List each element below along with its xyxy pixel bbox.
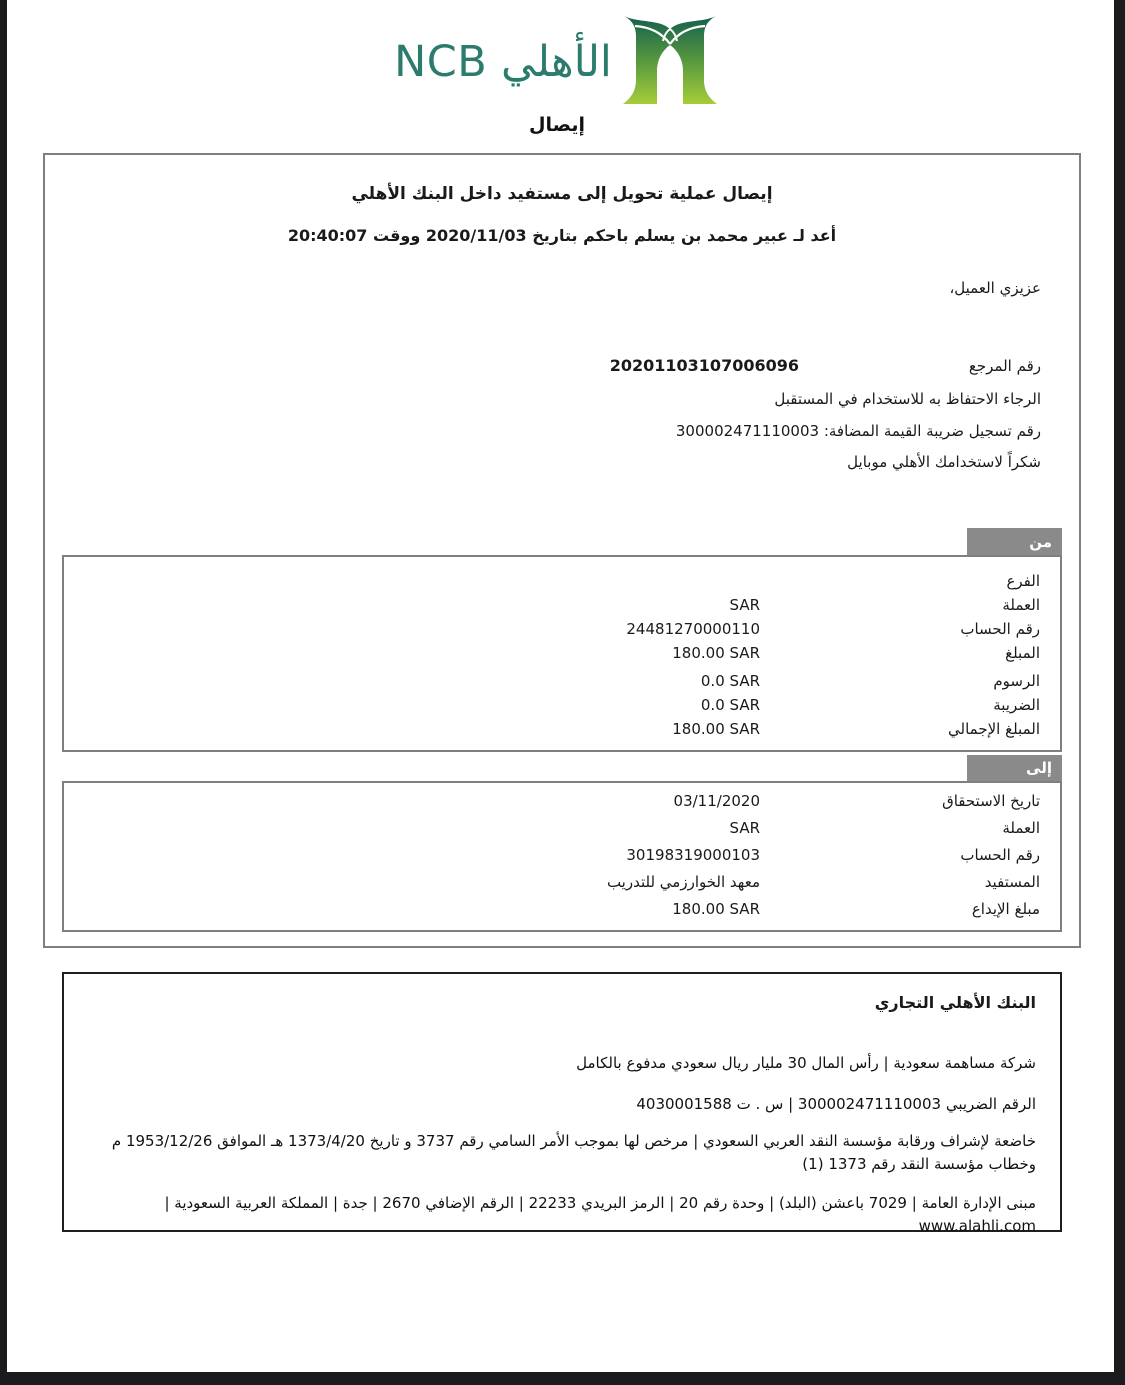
- from-row-account-number: [84, 617, 1040, 641]
- field-label: المستفيد: [984, 873, 1040, 891]
- field-value: 03/11/2020: [673, 792, 760, 810]
- viewer-edge-bottom: [0, 1372, 1125, 1385]
- field-value: 0.0 SAR: [700, 696, 760, 714]
- viewer-edge-left: [0, 0, 7, 1385]
- field-label: تاريخ الاستحقاق: [942, 792, 1040, 810]
- to-row-account-number: [84, 842, 1040, 869]
- field-value: SAR: [729, 819, 760, 837]
- keep-for-future-note: الرجاء الاحتفاظ به للاستخدام في المستقبل: [774, 390, 1041, 408]
- field-value: 180.00 SAR: [672, 720, 760, 738]
- bank-name: البنك الأهلي التجاري: [874, 993, 1036, 1012]
- reference-number-value: 20201103107006096: [609, 356, 799, 375]
- field-label: الرسوم: [993, 672, 1040, 690]
- from-section-box: [62, 555, 1062, 752]
- to-section-box: [62, 781, 1062, 932]
- field-value: 0.0 SAR: [700, 672, 760, 690]
- address-website-line: مبنى الإدارة العامة | 7029 باعشن (البلد) | وحدة رقم 20 | الرمز البريدي 22233 | الرقم الإضافي 2670 | جدة | المملكة العربية السعودية | www.alahli.com: [164, 1194, 1036, 1235]
- from-row-currency: [84, 593, 1040, 617]
- field-label: مبلغ الإيداع: [971, 900, 1040, 918]
- field-label: الضريبة: [993, 696, 1040, 714]
- field-label: العملة: [1002, 819, 1040, 837]
- regulation-line: خاضعة لإشراف ورقابة مؤسسة النقد العربي السعودي | مرخص لها بموجب الأمر السامي رقم 3737 و تاريخ 1373/4/20 هـ الموافق 1953/12/26 م وخطاب مؤسسة النقد رقم 1373 (1): [111, 1132, 1036, 1173]
- field-label: رقم الحساب: [960, 620, 1040, 638]
- field-value: معهد الخوارزمي للتدريب: [606, 873, 760, 891]
- viewer-edge-right: [1114, 0, 1125, 1385]
- from-row-total-amount: [84, 717, 1040, 741]
- field-label: العملة: [1002, 596, 1040, 614]
- to-row-due-date: [84, 788, 1040, 815]
- bank-logo-block: [0, 14, 1114, 136]
- to-tab-row: [62, 755, 1062, 781]
- vat-registration-line: رقم تسجيل ضريبة القيمة المضافة: 300002471110003: [675, 422, 1041, 440]
- field-label: الفرع: [1006, 572, 1040, 590]
- company-capital-line: شركة مساهمة سعودية | رأس المال 30 مليار ريال سعودي مدفوع بالكامل: [576, 1054, 1036, 1072]
- to-section-tab: إلى: [967, 755, 1062, 781]
- field-value: 180.00 SAR: [672, 644, 760, 662]
- to-row-deposit-amount: [84, 896, 1040, 923]
- field-value: 30198319000103: [626, 846, 760, 864]
- field-value: [84, 569, 760, 593]
- bank-info-footer-box: [62, 972, 1062, 1235]
- field-value: SAR: [729, 596, 760, 614]
- customer-greeting: عزيزي العميل،: [949, 279, 1041, 297]
- from-row-fees: [84, 669, 1040, 693]
- receipt-title: إيصال عملية تحويل إلى مستفيد داخل البنك الأهلي: [351, 184, 773, 204]
- field-value: 24481270000110: [626, 620, 760, 638]
- reference-number-label: رقم المرجع: [968, 357, 1041, 375]
- field-label: رقم الحساب: [960, 846, 1040, 864]
- field-label: المبلغ: [1005, 644, 1040, 662]
- ncb-arch-logo-icon: [620, 14, 720, 110]
- tax-cr-line: الرقم الضريبي 300002471110003 | س . ت 4030001588: [636, 1095, 1036, 1113]
- to-row-currency: [84, 815, 1040, 842]
- from-tab-row: [62, 528, 1062, 555]
- bank-wordmark: الأهلي NCB: [394, 37, 612, 87]
- field-label: المبلغ الإجمالي: [948, 720, 1040, 738]
- from-section-tab: من: [967, 528, 1062, 555]
- prepared-for-line: أعد لـ عبير محمد بن يسلم باحكم بتاريخ 2020/11/03 ووقت 20:40:07: [287, 226, 837, 245]
- from-row-tax: [84, 693, 1040, 717]
- thanks-line: شكراً لاستخدامك الأهلي موبايل: [847, 453, 1041, 471]
- reference-number-row: [45, 354, 1079, 378]
- field-value: 180.00 SAR: [672, 900, 760, 918]
- receipt-heading: إيصال: [529, 114, 585, 136]
- from-row-amount: [84, 641, 1040, 665]
- bank-logo-row: [394, 14, 720, 110]
- from-row-branch: [84, 569, 1040, 593]
- to-row-beneficiary: [84, 869, 1040, 896]
- receipt-main-box: [43, 153, 1081, 948]
